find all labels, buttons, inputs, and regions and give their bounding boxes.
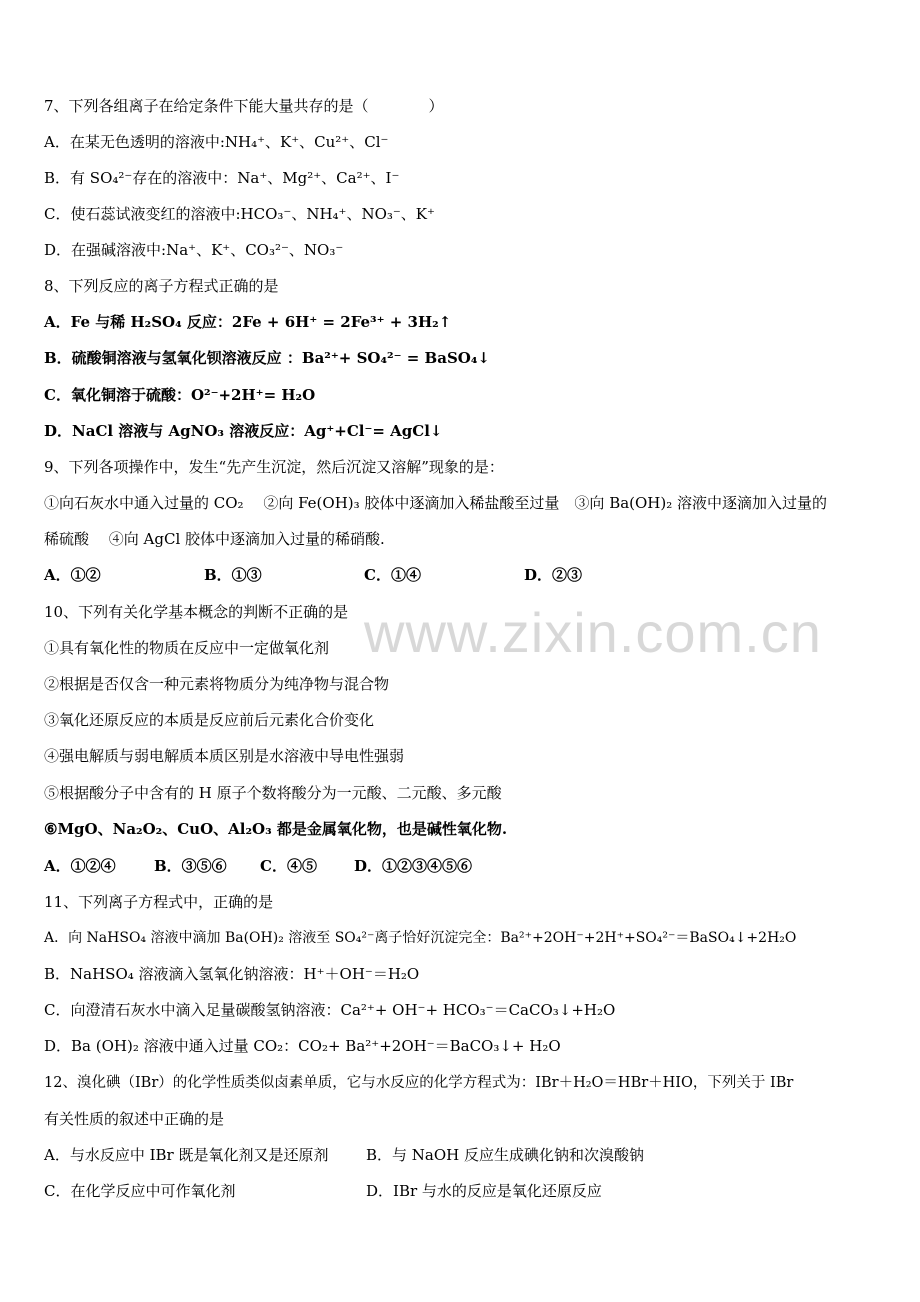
question-10-statement-3: ③氧化还原反应的本质是反应前后元素化合价变化 (44, 711, 375, 729)
question-10-option-b: B．③⑤⑥ (154, 857, 227, 875)
question-8-option-d: D．NaCl 溶液与 AgNO₃ 溶液反应：Ag⁺+Cl⁻= AgCl↓ (44, 422, 443, 440)
question-7-stem: 7、下列各组离子在给定条件下能大量共存的是（ ） (44, 97, 444, 115)
question-10-option-d: D．①②③④⑤⑥ (354, 857, 473, 875)
question-9-stem: 9、下列各项操作中，发生“先产生沉淀，然后沉淀又溶解”现象的是： (44, 458, 504, 476)
question-10-option-c: C．④⑤ (260, 857, 317, 875)
question-8-option-b: B．硫酸铜溶液与氢氧化钡溶液反应 ：Ba²⁺+ SO₄²⁻ = BaSO₄↓ (44, 349, 490, 367)
question-10-statement-4: ④强电解质与弱电解质本质区别是水溶液中导电性强弱 (44, 747, 405, 765)
question-11-option-d: D．Ba (OH)₂ 溶液中通入过量 CO₂：CO₂+ Ba²⁺+2OH⁻＝BaCO₃↓+ H₂O (44, 1037, 561, 1055)
question-8-option-a: A．Fe 与稀 H₂SO₄ 反应：2Fe + 6H⁺ = 2Fe³⁺ + 3H₂↑ (44, 313, 452, 331)
question-12-option-a: A．与水反应中 IBr 既是氧化剂又是还原剂 (44, 1146, 329, 1164)
question-10-statement-1: ①具有氧化性的物质在反应中一定做氧化剂 (44, 639, 330, 657)
question-8-stem: 8、下列反应的离子方程式正确的是 (44, 277, 279, 295)
question-12-options-ab (44, 1145, 864, 1165)
question-11-stem: 11、下列离子方程式中，正确的是 (44, 893, 274, 911)
question-12-stem-line-1: 12、溴化碘（IBr）的化学性质类似卤素单质，它与水反应的化学方程式为：IBr＋H₂O＝HBr＋HIO，下列关于 IBr (44, 1075, 794, 1091)
question-12-option-c: C．在化学反应中可作氧化剂 (44, 1182, 236, 1200)
question-10-stem: 10、下列有关化学基本概念的判断不正确的是 (44, 603, 349, 621)
question-9-statements-1: ①向石灰水中通入过量的 CO₂ ②向 Fe(OH)₃ 胶体中逐滴加入稀盐酸至过量 ③向 Ba(OH)₂ 溶液中逐滴加入过量的 (44, 494, 828, 512)
question-7-option-c: C．使石蕊试液变红的溶液中:HCO₃⁻、NH₄⁺、NO₃⁻、K⁺ (44, 205, 435, 223)
watermark: www.zixin.com.cn (364, 601, 822, 664)
question-12-stem-line-2: 有关性质的叙述中正确的是 (44, 1110, 225, 1128)
question-12-options-cd (44, 1181, 864, 1201)
question-8-option-c: C．氧化铜溶于硫酸：O²⁻+2H⁺= H₂O (44, 386, 316, 404)
question-11-option-b: B．NaHSO₄ 溶液滴入氢氧化钠溶液：H⁺＋OH⁻＝H₂O (44, 965, 420, 983)
question-9-options (44, 565, 644, 585)
question-11-option-c: C．向澄清石灰水中滴入足量碳酸氢钠溶液：Ca²⁺+ OH⁻+ HCO₃⁻＝CaCO₃↓+H₂O (44, 1001, 616, 1019)
question-9-option-d: D．②③ (524, 566, 583, 584)
question-10-statement-5: ⑤根据酸分子中含有的 H 原子个数将酸分为一元酸、二元酸、多元酸 (44, 784, 502, 802)
question-9-statements-2: 稀硫酸 ④向 AgCl 胶体中逐滴加入过量的稀硝酸. (44, 530, 385, 548)
question-12-option-b: B．与 NaOH 反应生成碘化钠和次溴酸钠 (366, 1146, 645, 1164)
question-9-option-c: C．①④ (364, 566, 421, 584)
question-10-options (44, 856, 564, 876)
question-7-option-d: D．在强碱溶液中:Na⁺、K⁺、CO₃²⁻、NO₃⁻ (44, 241, 344, 259)
question-11-option-a: A．向 NaHSO₄ 溶液中滴加 Ba(OH)₂ 溶液至 SO₄²⁻离子恰好沉淀完全：Ba²⁺+2OH⁻+2H⁺+SO₄²⁻＝BaSO₄↓+2H₂O (44, 930, 797, 946)
question-7-option-a: A．在某无色透明的溶液中:NH₄⁺、K⁺、Cu²⁺、Cl⁻ (44, 133, 389, 151)
question-12-option-d: D．IBr 与水的反应是氧化还原反应 (366, 1182, 602, 1200)
question-9-option-a: A．①② (44, 566, 101, 584)
question-10-statement-2: ②根据是否仅含一种元素将物质分为纯净物与混合物 (44, 675, 390, 693)
question-7-option-b: B．有 SO₄²⁻存在的溶液中：Na⁺、Mg²⁺、Ca²⁺、I⁻ (44, 169, 400, 187)
question-9-option-b: B．①③ (204, 566, 262, 584)
question-10-option-a: A．①②④ (44, 857, 116, 875)
question-10-statement-6: ⑥MgO、Na₂O₂、CuO、Al₂O₃ 都是金属氧化物，也是碱性氧化物. (44, 820, 508, 838)
